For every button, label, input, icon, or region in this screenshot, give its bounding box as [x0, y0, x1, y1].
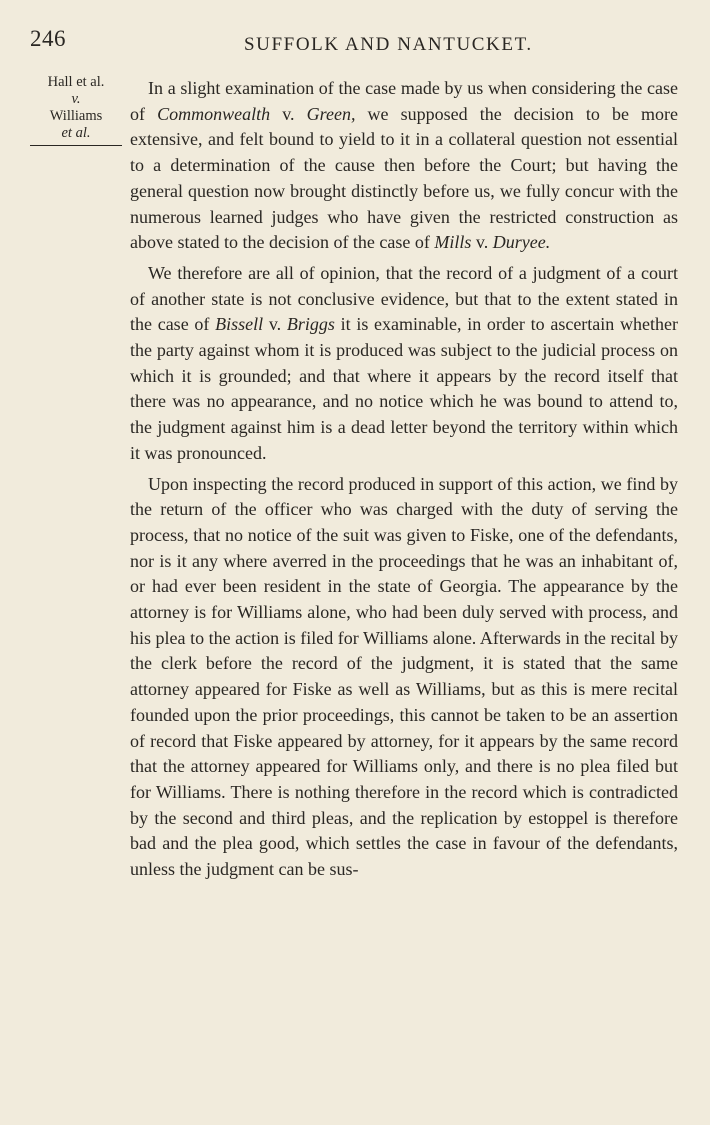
text-run: v. [471, 232, 493, 253]
case-name: Bissell [215, 314, 264, 335]
margin-note-line: Williams [49, 108, 103, 124]
text-run: v. [270, 103, 307, 124]
margin-note-line: v. [71, 91, 81, 107]
text-run: v. [263, 314, 287, 335]
page-number: 246 [30, 26, 66, 51]
text-run: Upon inspecting the record produced in support of this action, we find by the return of the officer who was charged with the duty of serving the process, that no notice of the suit was given to Fiske, one of the defendants, nor is it any where averred in the proceedings that he was an inhabitant of, or had ever been resident in the state of Georgia. The appearance by the attorney is for Williams alone, who had been duly served with process, and his plea to the action is filed for Williams alone. Afterwards in the recital by the clerk before the record of the judgment, it is stated that the same attorney appeared for Fiske as well as Williams, but as this is mere recital founded upon the prior proceedings, this cannot be taken to be an assertion of record that Fiske appeared by attorney, for it appears by the same record that the attorney appeared for Williams only, and there is no plea filed but for Williams. There is nothing therefore in the record which is contradicted by the second and third pleas, and the replication by estoppel is therefore bad and the plea good, which settles the case in favour of the defendants, unless the judgment can be sus- [130, 473, 678, 880]
case-name: Briggs [286, 314, 335, 335]
case-name: Commonwealth [157, 103, 271, 124]
text-run: We therefore are all of opinion, that the record of a judgment of a court of another state is not conclusive evidence, but that to the extent stated in the case of [130, 262, 678, 335]
paragraph [130, 261, 678, 467]
running-head: SUFFOLK AND NANTUCKET. [244, 34, 533, 55]
body-text [130, 76, 678, 883]
text-run: it is examinable, in order to ascertain whether the party against whom it is produced was subject to the judicial process on which it is grounded; and that where it appears by the record itself that there was no appearance, and no notice which he was bound to attend to, the judgment against him is a dead letter beyond the territory within which it was pronounced. [130, 314, 678, 463]
text-run: In a slight examination of the case made by us when considering the case of [130, 78, 678, 124]
margin-note [30, 74, 122, 146]
paragraph [130, 472, 678, 883]
case-name: Green, [306, 103, 356, 124]
paragraph [130, 76, 678, 256]
text-run: we supposed the decision to be more extensive, and felt bound to yield to it in a collateral question not essential to a determination of the cause then before the Court; but having the general question now brought distinctly before us, we fully concur with the numerous learned judges who have given the restricted construction as above stated to the decision of the case of [130, 103, 679, 253]
margin-note-line: Hall et al. [47, 74, 105, 90]
case-name: Mills [434, 232, 472, 253]
margin-note-rule [30, 145, 122, 146]
margin-note-line: et al. [61, 125, 91, 141]
case-name: Duryee. [492, 232, 551, 253]
